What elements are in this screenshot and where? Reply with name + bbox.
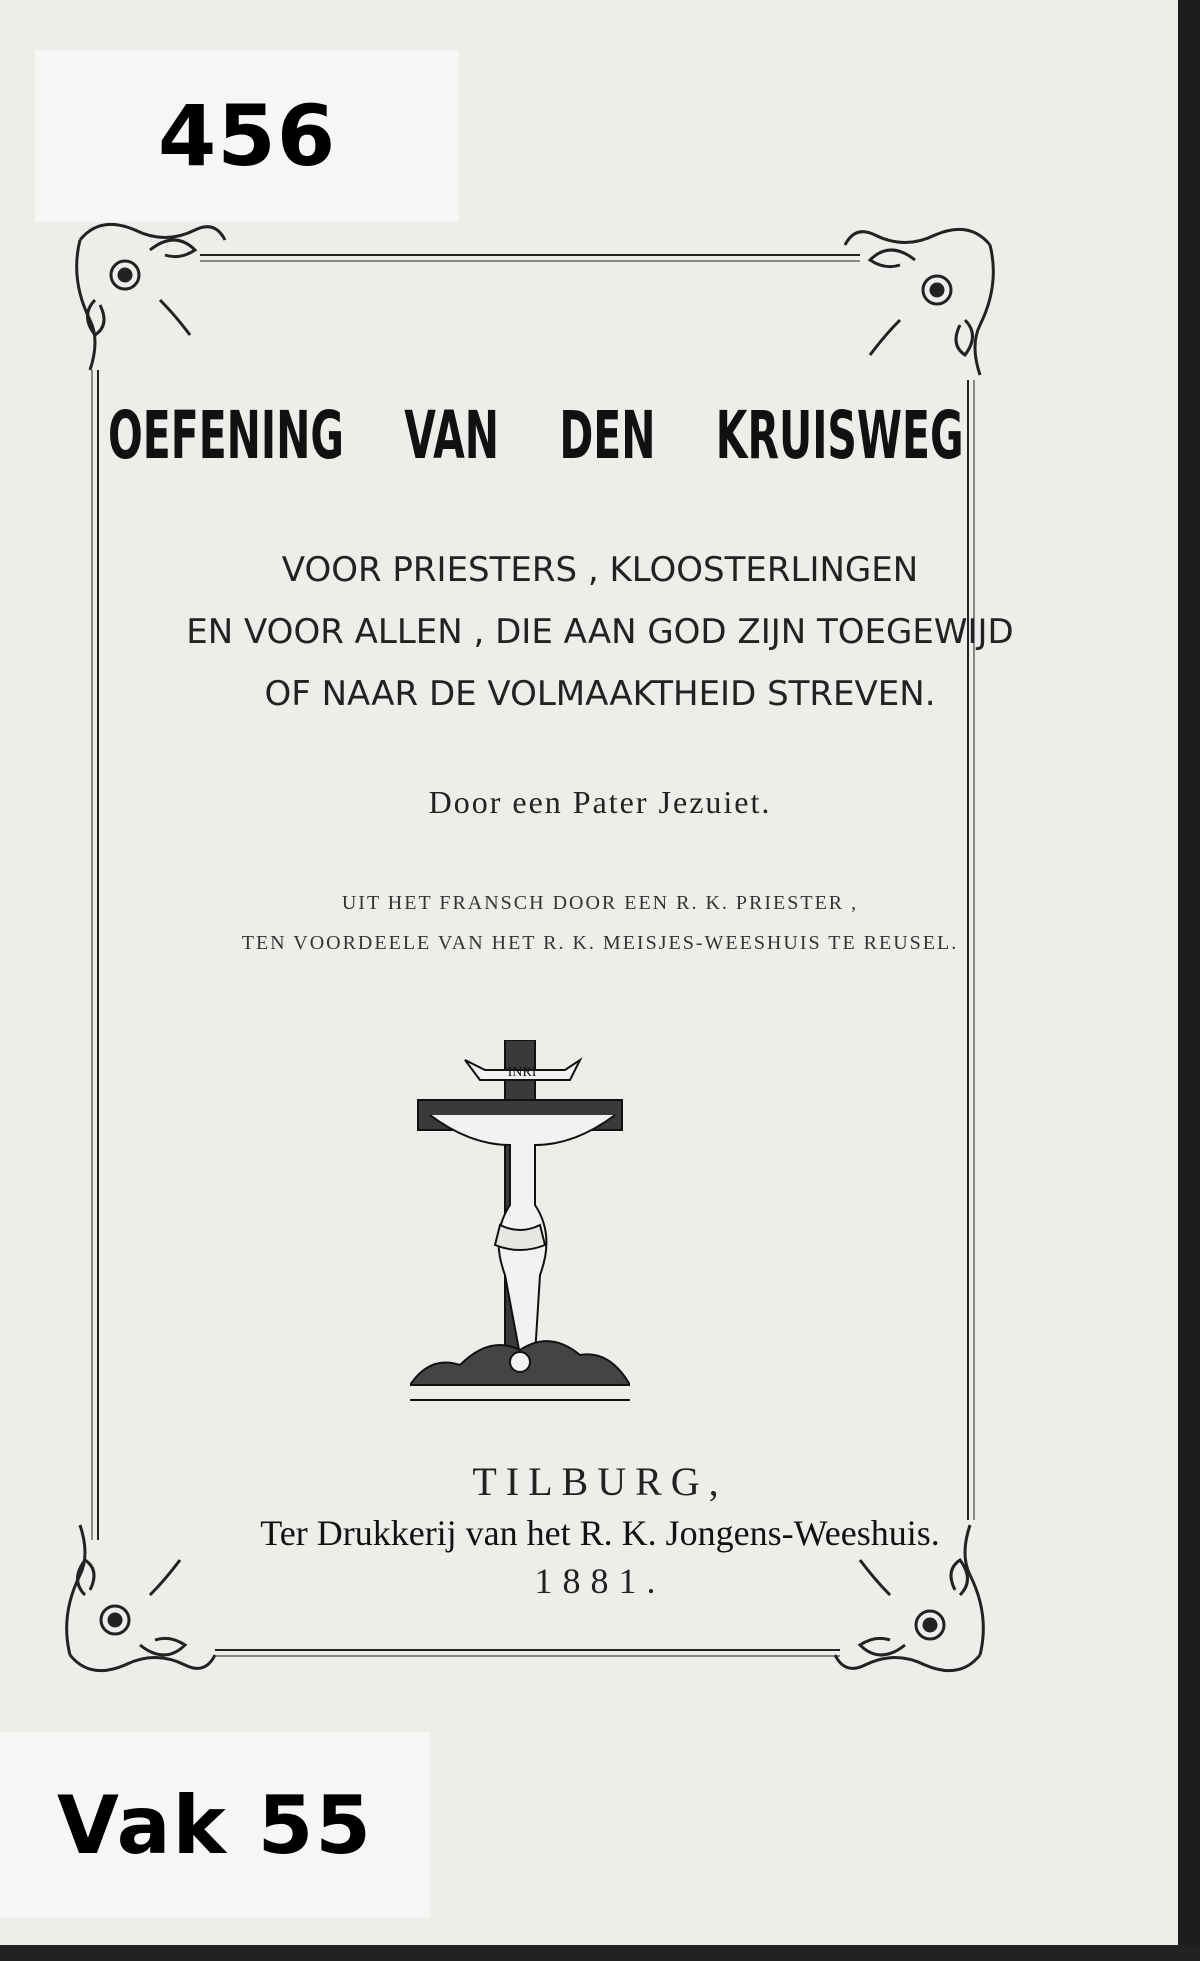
subtitle-line: EN VOOR ALLEN , DIE AAN GOD ZIJN TOEGEWIJD — [186, 612, 1014, 652]
imprint-city: TILBURG, — [472, 1459, 728, 1504]
corner-ornament-top-left — [77, 224, 225, 370]
shelf-label — [0, 1732, 430, 1918]
author-line: Door een Pater Jezuiet. — [428, 784, 772, 820]
title-word: VAN — [404, 396, 500, 474]
title-word: DEN — [559, 396, 656, 474]
catalog-number: 456 — [157, 87, 337, 185]
translation-line: UIT HET FRANSCH DOOR EEN R. K. PRIESTER , — [341, 892, 859, 914]
subtitle-line: OF NAAR DE VOLMAAKTHEID STREVEN. — [264, 674, 936, 714]
corner-ornament-top-right — [845, 229, 993, 375]
imprint-printer: Ter Drukkerij van het R. K. Jongens-Weeshuis. — [260, 1513, 940, 1553]
cross-inscription: INRI — [507, 1065, 537, 1080]
shelf-number: Vak 55 — [57, 1778, 373, 1872]
subtitle-line: VOOR PRIESTERS , KLOOSTERLINGEN — [281, 550, 919, 590]
title-word: KRUISWEG — [715, 396, 964, 474]
imprint-year: 1881. — [534, 1561, 666, 1601]
title-word: OEFENING — [108, 396, 344, 474]
crucifix-illustration — [410, 1040, 630, 1405]
translation-line: TEN VOORDEELE VAN HET R. K. MEISJES-WEESHUIS TE REUSEL. — [241, 932, 959, 954]
book-title — [108, 395, 964, 475]
